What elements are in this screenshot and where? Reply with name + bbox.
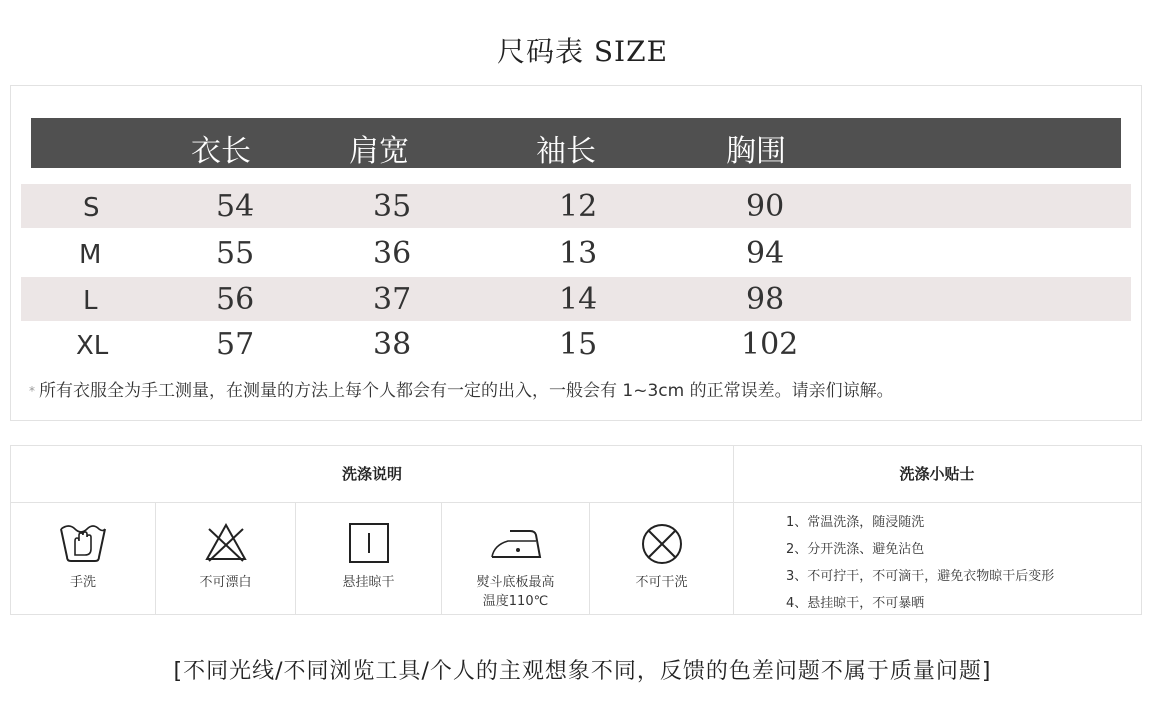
cell-shoulder: 37	[373, 282, 412, 317]
cell-length: 57	[216, 327, 255, 362]
size-label: XL	[76, 331, 109, 361]
cell-shoulder: 36	[373, 236, 412, 271]
cell-sleeve: 15	[559, 327, 598, 362]
divider	[733, 446, 734, 614]
care-item-no-dry-clean	[590, 503, 733, 615]
list-item: 4、悬挂晾干，不可暴晒	[786, 596, 925, 611]
tips-header: 洗涤小贴士	[899, 465, 975, 483]
header-sleeve: 袖长	[536, 134, 596, 169]
table-row	[21, 231, 1131, 275]
size-chart	[10, 85, 1142, 421]
no-bleach-icon	[201, 521, 251, 565]
cell-length: 55	[216, 236, 255, 271]
header-chest: 胸围	[726, 134, 786, 169]
cell-chest: 98	[746, 282, 785, 317]
page-title: 尺码表 SIZE	[496, 35, 669, 68]
size-label: M	[79, 240, 102, 270]
care-instructions	[10, 445, 1142, 615]
note-asterisk: *	[29, 384, 35, 398]
hang-dry-icon	[347, 521, 391, 565]
size-table-header	[31, 118, 1121, 168]
washing-tips-list	[786, 509, 1054, 617]
care-label: 悬挂晾干	[342, 575, 395, 590]
care-label: 不可干洗	[635, 575, 688, 590]
color-disclaimer: [不同光线/不同浏览工具/个人的主观想象不同，反馈的色差问题不属于质量问题]	[173, 659, 992, 684]
size-label: S	[83, 193, 100, 223]
table-row	[21, 322, 1131, 366]
note-text: 所有衣服全为手工测量，在测量的方法上每个人都会有一定的出入，一般会有 1~3cm 的正常误差。请亲们谅解。	[39, 381, 894, 401]
care-label: 熨斗底板最高 温度110℃	[476, 575, 555, 609]
cell-sleeve: 14	[559, 282, 598, 317]
cell-length: 56	[216, 282, 255, 317]
cell-chest: 102	[741, 327, 799, 362]
size-label: L	[83, 286, 98, 316]
no-dry-clean-icon	[639, 521, 685, 567]
table-row	[21, 184, 1131, 228]
cell-chest: 90	[746, 189, 785, 224]
cell-length: 54	[216, 189, 255, 224]
list-item: 1、常温洗涤，随浸随洗	[786, 515, 925, 530]
care-item-iron	[442, 503, 589, 615]
table-row	[21, 277, 1131, 321]
list-item: 3、不可拧干，不可滴干，避免衣物晾干后变形	[786, 569, 1055, 584]
header-shoulder: 肩宽	[349, 134, 409, 169]
measurement-note	[29, 376, 894, 401]
cell-sleeve: 13	[559, 236, 598, 271]
iron-icon	[486, 521, 546, 565]
header-length: 衣长	[191, 134, 251, 169]
cell-shoulder: 38	[373, 327, 412, 362]
washing-header: 洗涤说明	[341, 465, 402, 483]
cell-chest: 94	[746, 236, 785, 271]
care-label: 手洗	[69, 575, 96, 590]
hand-wash-icon	[55, 521, 111, 565]
cell-shoulder: 35	[373, 189, 412, 224]
list-item: 2、分开洗涤、避免沾色	[786, 542, 925, 557]
care-item-no-bleach	[156, 503, 295, 615]
care-item-hand-wash	[11, 503, 155, 615]
care-item-hang-dry	[296, 503, 441, 615]
care-label: 不可漂白	[199, 575, 252, 590]
cell-sleeve: 12	[559, 189, 598, 224]
